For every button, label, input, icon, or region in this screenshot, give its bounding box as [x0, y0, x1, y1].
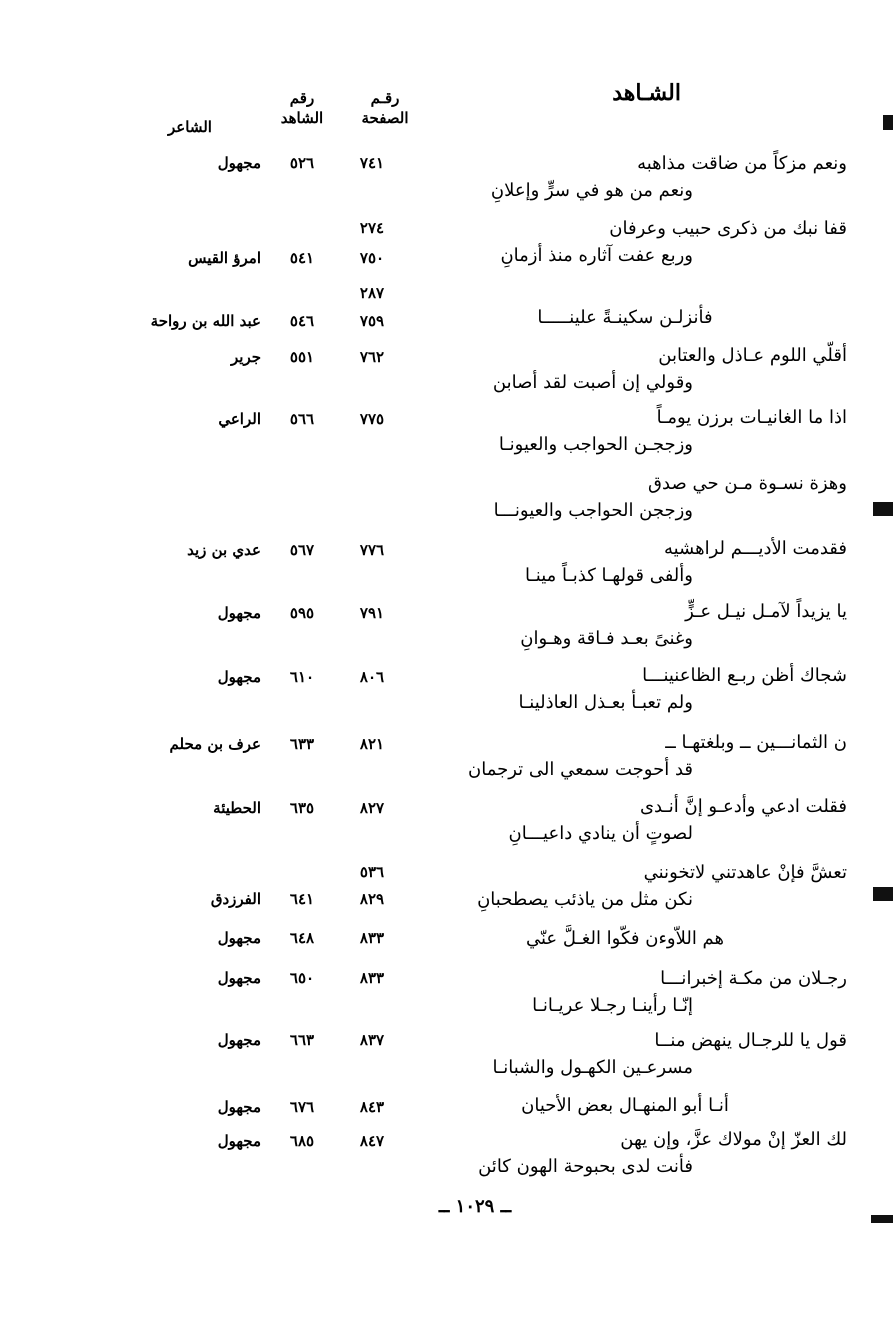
evidence-number: ٥٩٥ [289, 604, 315, 622]
page-number: ٧٧٦ [359, 541, 385, 559]
poet-name: مجهول [217, 1132, 261, 1150]
verse-line-1: ن الثمانـــين ــ وبلغتهـا ــ [665, 732, 847, 753]
evidence-number: ٦٣٥ [289, 799, 315, 817]
verse-line-1: رجـلان من مكـة إخبرانـــا [660, 968, 847, 989]
page-number: ٧٧٥ [359, 410, 385, 428]
evidence-number: ٦٨٥ [289, 1132, 315, 1150]
poet-name: الحطيئة [213, 799, 261, 817]
column-header-verse: الشـاهد [612, 80, 681, 106]
page-number: ٨٢٧ [359, 799, 385, 817]
page-number: ٧٥٩ [359, 312, 385, 330]
poet-name: مجهول [217, 1031, 261, 1049]
poet-name: عدي بن زيد [187, 541, 261, 559]
page-number: ٨٣٣ [359, 929, 385, 947]
verse-line-2: فأنت لدى بحبوحة الهون كائن [478, 1156, 693, 1177]
header-page-line1: رقـم [370, 89, 400, 107]
verse-line-1: يا يزيداً لآمـل نيـل عـزٍّ [685, 601, 847, 622]
evidence-number: ٦٣٣ [289, 735, 315, 753]
column-header-poet: الشاعر [168, 118, 212, 136]
evidence-number: ٦٤٨ [289, 929, 315, 947]
verse-line-1: اذا ما الغانيـات برزن يومـاً [656, 407, 847, 428]
page-number: ٧٤١ [359, 154, 385, 172]
verse-line-1: أنـا أبو المنهـال بعض الأحيان [521, 1095, 729, 1116]
page-number: ٢٧٤ [359, 219, 385, 237]
verse-line-2: وربع عفت آثاره منذ أزمانِ [500, 245, 693, 266]
verse-line-1: فأنزلـن سكينـةً علينـــــا [537, 307, 713, 328]
evidence-number: ٥٦٦ [289, 410, 315, 428]
page-number: ٨٢١ [359, 735, 385, 753]
verse-line-1: تعشَّ فإنْ عاهدتني لاتخونني [643, 862, 847, 883]
scan-edge-mark [873, 887, 893, 901]
evidence-number: ٥٤٦ [289, 312, 315, 330]
poet-name: امرؤ القيس [188, 249, 261, 267]
verse-line-2: مسرعـين الكهـول والشبانـا [492, 1057, 693, 1078]
evidence-number: ٦٦٣ [289, 1031, 315, 1049]
poet-name: مجهول [217, 969, 261, 987]
verse-line-1: شجاك أظن ربـع الظاعنينـــا [642, 665, 847, 686]
poet-name: مجهول [217, 929, 261, 947]
verse-line-1: وهزة نسـوة مـن حي صدق [648, 473, 847, 494]
scan-edge-mark [883, 115, 893, 130]
page-number: ٧٩١ [359, 604, 385, 622]
scan-edge-mark [873, 502, 893, 516]
page-number: ٨٠٦ [359, 668, 385, 686]
poet-name: عرف بن محلم [169, 735, 261, 753]
verse-line-1: قفا نبك من ذكرى حبيب وعرفان [609, 218, 847, 239]
evidence-number: ٦٥٠ [289, 969, 315, 987]
verse-line-1: هم اللاّوءن فكّوا الغـلَّ عنّي [525, 928, 725, 949]
verse-line-2: وزججن الحواجب والعيونـــا [493, 500, 693, 521]
verse-line-1: أقلّي اللوم عـاذل والعتابن [658, 345, 847, 366]
column-header-evidence-number [268, 88, 336, 128]
header-evidence-line2: الشاهد [280, 109, 324, 127]
evidence-number: ٥٦٧ [289, 541, 315, 559]
verse-line-2: وزججـن الحواجب والعيونـا [498, 434, 693, 455]
verse-line-2: وألفى قولهـا كذبـاً مينـا [525, 565, 693, 586]
evidence-number: ٥٤١ [289, 249, 315, 267]
page-number: ٨٤٧ [359, 1132, 385, 1150]
poet-name: جرير [231, 348, 261, 366]
verse-line-2: وقولي إن أصبت لقد أصابن [492, 372, 693, 393]
poet-name: مجهول [217, 668, 261, 686]
page-number: ٨٣٧ [359, 1031, 385, 1049]
verse-line-1: قول يا للرجـال ينهض منــا [654, 1030, 847, 1051]
verse-line-2: وغنىً بعـد فـاقة وهـوانِ [520, 628, 693, 649]
page-number: ٧٥٠ [359, 249, 385, 267]
page-number: ٨٤٣ [359, 1098, 385, 1116]
verse-line-2: قد أحوجت سمعي الى ترجمان [467, 759, 693, 780]
verse-line-1: فقدمت الأديـــم لراهشيه [663, 538, 847, 559]
page-number: ٨٣٣ [359, 969, 385, 987]
page-number: ٧٦٢ [359, 348, 385, 366]
header-page-line2: الصفحة [361, 109, 409, 127]
verse-line-1: ونعم مزكاً من ضاقت مذاهبه [637, 153, 847, 174]
page-number: ٢٨٧ [359, 284, 385, 302]
evidence-number: ٦٧٦ [289, 1098, 315, 1116]
verse-line-1: فقلت ادعي وأدعـو إنَّ أنـدى [639, 796, 847, 817]
evidence-number: ٥٥١ [289, 348, 315, 366]
verse-line-1: لك العزّ إنْ مولاك عزَّ، وإن يهن [620, 1129, 847, 1150]
verse-line-2: لصوتٍ أن ينادي داعيـــانِ [508, 823, 693, 844]
poet-name: الفرزدق [210, 890, 261, 908]
page-footer-number: ــ ١٠٢٩ ــ [438, 1196, 512, 1217]
verse-line-2: إنّـا رأينـا رجـلا عريـانـا [532, 995, 693, 1016]
poet-name: مجهول [217, 154, 261, 172]
evidence-number: ٥٢٦ [289, 154, 315, 172]
verse-line-2: ولم تعبـأ بعـذل العاذلينـا [518, 692, 693, 713]
verse-line-2: ونعم من هو في سرٍّ وإعلانِ [490, 180, 693, 201]
page-number: ٥٣٦ [359, 863, 385, 881]
poet-name: عبد الله بن رواحة [150, 312, 261, 330]
evidence-number: ٦٤١ [289, 890, 315, 908]
poet-name: مجهول [217, 1098, 261, 1116]
evidence-number: ٦١٠ [289, 668, 315, 686]
poet-name: مجهول [217, 604, 261, 622]
scan-edge-mark [871, 1215, 893, 1223]
column-header-page-number [353, 88, 417, 128]
poet-name: الراعي [218, 410, 261, 428]
page-number: ٨٢٩ [359, 890, 385, 908]
verse-line-2: نكن مثل من ياذئب يصطحبانِ [477, 889, 693, 910]
header-evidence-line1: رقم [289, 89, 315, 107]
